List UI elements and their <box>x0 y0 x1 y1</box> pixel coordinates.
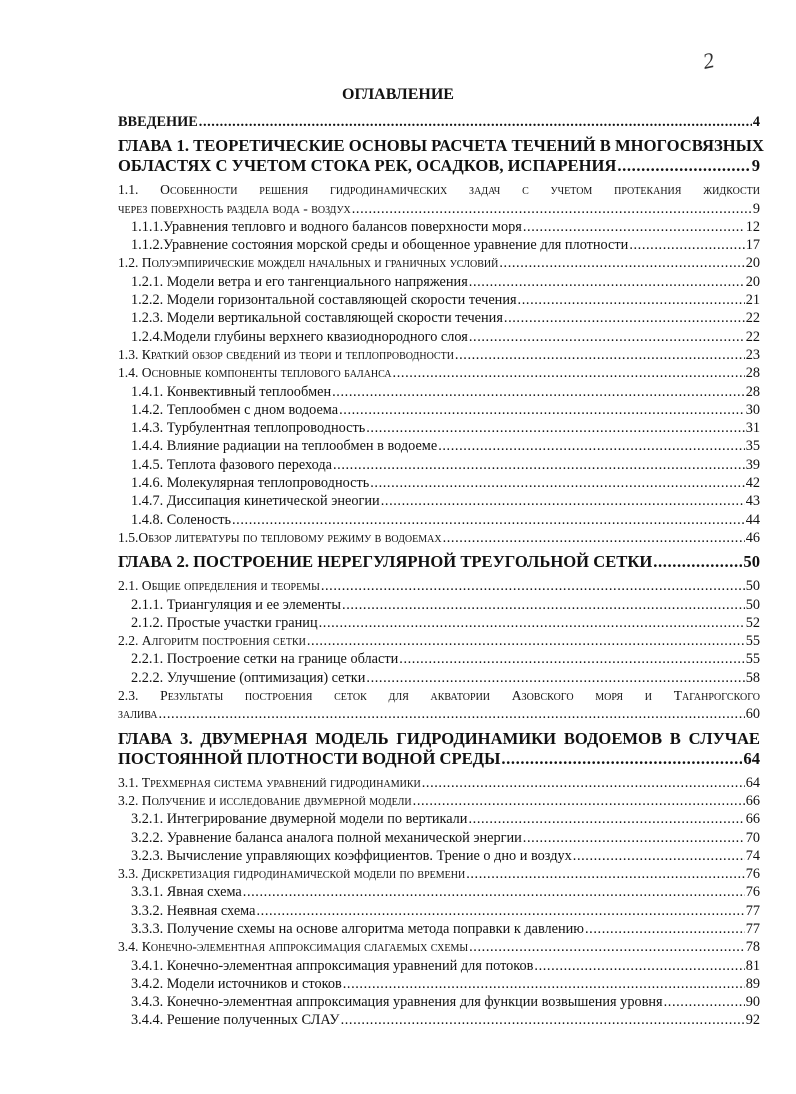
dot-leader <box>518 291 745 309</box>
toc-entry-sub <box>118 492 760 510</box>
toc-entry-sub <box>118 273 760 291</box>
toc-row <box>118 113 760 131</box>
toc-page-number: 50 <box>745 578 760 595</box>
dot-leader <box>366 669 744 687</box>
toc-row <box>131 829 760 847</box>
toc-row <box>131 847 760 865</box>
dot-leader <box>199 113 752 131</box>
toc-row <box>131 401 760 419</box>
toc-entry-sub <box>118 650 760 668</box>
toc-entry-sub <box>118 810 760 828</box>
toc-page-number: 50 <box>745 596 760 613</box>
dot-leader <box>468 810 744 828</box>
toc-page-number: 66 <box>745 811 760 828</box>
toc-row <box>131 456 760 474</box>
toc-row <box>131 993 760 1011</box>
dot-leader <box>256 902 744 920</box>
toc-entry-title: 1.1.1.Уравнения тепловго и водного балансов поверхности моря <box>131 218 522 235</box>
dot-leader <box>504 309 745 327</box>
toc-row <box>131 669 760 687</box>
toc-entry-chap <box>118 552 760 572</box>
toc-entry-title-line: 1.1. Особенности решения гидродинамических задач с учетом протекания жидкости <box>118 182 760 198</box>
toc-entry-sub <box>118 328 760 346</box>
toc-entry-title: 3.2.3. Вычисление управляющих коэффициентов. Трение о дно и воздух <box>131 847 572 864</box>
toc-entry-title: 3.3.1. Явная схема <box>131 884 242 901</box>
toc-page-number: 76 <box>745 866 760 883</box>
toc-entry-title: 2.1.1. Триангуляция и ее элементы <box>131 596 342 613</box>
toc-row <box>131 511 760 529</box>
toc-heading: ОГЛАВЛЕНИЕ <box>342 86 454 103</box>
toc-page-number: 39 <box>745 456 760 473</box>
toc-row <box>131 273 760 291</box>
toc-entry-intro <box>118 113 760 131</box>
toc-entry-title: 1.4.3. Турбулентная теплопроводность <box>131 420 366 437</box>
toc-entry-title-line: 2.3. Результаты построения сеток для акватории Азовского моря и Таганрогского <box>118 688 760 704</box>
toc-page-number: 60 <box>745 706 760 723</box>
toc-entry-title: 3.4.4. Решение полученных СЛАУ <box>131 1012 340 1029</box>
toc-entry-sub <box>118 383 760 401</box>
dot-leader <box>393 364 745 382</box>
toc-entry-title-line: ГЛАВА 1. ТЕОРЕТИЧЕСКИЕ ОСНОВЫ РАСЧЕТА ТЕЧЕНИЙ В МНОГОСВЯЗНЫХ <box>118 136 764 156</box>
dot-leader <box>319 614 745 632</box>
dot-leader <box>469 938 745 956</box>
toc-row <box>118 705 760 723</box>
handwritten-page-mark: 2 <box>700 47 717 74</box>
dot-leader <box>343 975 745 993</box>
toc-row <box>118 346 760 364</box>
dot-leader <box>399 650 744 668</box>
toc-row <box>118 938 760 956</box>
toc-entry-title: 1.2.1. Модели ветра и его тангенциального напряжения <box>131 273 468 290</box>
dot-leader <box>629 236 744 254</box>
toc-row <box>118 632 760 650</box>
toc-entry-title: ВВЕДЕНИЕ <box>118 114 198 130</box>
dot-leader <box>307 632 745 650</box>
toc-entry-title: 3.2. Получение и исследование двумерной модели <box>118 792 412 808</box>
toc-page-number: 55 <box>745 633 760 650</box>
toc-page-number: 74 <box>745 847 760 864</box>
toc-entry-title: 1.1.2.Уравнение состояния морской среды и обощенное уравнение для плотности <box>131 237 629 254</box>
toc-row <box>118 749 760 769</box>
dot-leader <box>366 419 744 437</box>
dot-leader <box>664 993 745 1011</box>
toc-entry-sub <box>118 847 760 865</box>
toc-entry-title: 2.2. Алгоритм построения сетки <box>118 633 306 649</box>
toc-page-number: 52 <box>745 614 760 631</box>
toc-entry-sec <box>118 364 760 382</box>
toc-entry-title: ОБЛАСТЯХ С УЧЕТОМ СТОКА РЕК, ОСАДКОВ, ИСПАРЕНИЯ <box>118 156 617 176</box>
dot-leader <box>443 529 745 547</box>
toc-entry-title: 3.4.1. Конечно-элементная аппроксимация уравнений для потоков <box>131 957 534 974</box>
toc-entry-title: 1.4.1. Конвективный теплообмен <box>131 383 332 400</box>
toc-page-number: 28 <box>745 383 760 400</box>
toc-entry-sub <box>118 456 760 474</box>
toc-entry-sub <box>118 218 760 236</box>
dot-leader <box>523 829 745 847</box>
toc-entry-title: 1.2.4.Модели глубины верхнего квазиоднородного слоя <box>131 328 468 345</box>
toc-row <box>131 218 760 236</box>
toc-entry-sub <box>118 993 760 1011</box>
toc-entry-sub <box>118 975 760 993</box>
toc-page-number: 9 <box>751 156 760 176</box>
toc-page-number: 46 <box>745 529 760 546</box>
toc-entry-title: 1.3. Краткий обзор сведений из теори и теплопроводности <box>118 346 454 362</box>
dot-leader <box>653 552 742 572</box>
toc-page-number: 77 <box>745 920 760 937</box>
toc-row <box>131 291 760 309</box>
toc-row <box>131 883 760 901</box>
toc-row <box>131 810 760 828</box>
dot-leader <box>352 200 752 218</box>
toc-entry-sec <box>118 254 760 272</box>
toc-entry-title: 1.5.Обзор литературы по тепловому режиму в водоемах <box>118 529 442 545</box>
toc-page-number: 4 <box>752 114 760 130</box>
toc-row <box>118 552 760 572</box>
toc-row <box>131 975 760 993</box>
toc-entry-chap <box>118 136 764 176</box>
toc-row <box>131 236 760 254</box>
toc-page-number: 21 <box>745 292 760 309</box>
dot-leader <box>422 774 745 792</box>
toc-page-number: 44 <box>745 511 760 528</box>
toc-row <box>118 529 760 547</box>
toc-page-number: 64 <box>743 748 760 768</box>
toc-entry-title: 2.2.2. Улучшение (оптимизация) сетки <box>131 669 366 686</box>
toc-entry-title: 3.3. Дискретизация гидродинамической модели по времени <box>118 866 466 882</box>
dot-leader <box>333 456 745 474</box>
toc-entry-sub <box>118 291 760 309</box>
toc-entry-chap <box>118 729 760 769</box>
toc-page-number: 31 <box>745 420 760 437</box>
toc-entry-sub <box>118 883 760 901</box>
toc-row <box>118 254 760 272</box>
toc-row <box>131 437 760 455</box>
toc-entry-sec <box>118 687 760 724</box>
toc-entry-title: 3.4.3. Конечно-элементная аппроксимация уравнения для функции возвышения уровня <box>131 994 663 1011</box>
toc-page-number: 30 <box>745 401 760 418</box>
dot-leader <box>617 156 750 176</box>
toc-row <box>131 920 760 938</box>
toc-row <box>131 328 760 346</box>
dot-leader <box>499 254 744 272</box>
toc-entry-sub <box>118 669 760 687</box>
toc-page-number: 90 <box>745 994 760 1011</box>
dot-leader <box>321 577 745 595</box>
toc-page-number: 28 <box>745 365 760 382</box>
dot-leader <box>370 474 744 492</box>
toc-entry-sec <box>118 774 760 792</box>
toc-page-number: 35 <box>745 438 760 455</box>
toc-entry-title: 3.2.1. Интегрирование двумерной модели по вертикали <box>131 811 468 828</box>
dot-leader <box>573 847 745 865</box>
toc-page-number: 64 <box>745 774 760 791</box>
toc-page-number: 76 <box>745 884 760 901</box>
dot-leader <box>466 865 745 883</box>
toc-entry-title: 2.2.1. Построение сетки на границе области <box>131 651 399 668</box>
toc-entry-sec <box>118 529 760 547</box>
toc-entry-title: 3.3.2. Неявная схема <box>131 902 256 919</box>
toc-entry-sec <box>118 346 760 364</box>
toc-page-number: 77 <box>745 902 760 919</box>
toc-entry-sec <box>118 632 760 650</box>
toc-entry-sub <box>118 474 760 492</box>
toc-page-number: 17 <box>745 237 760 254</box>
toc-row <box>131 650 760 668</box>
toc-entry-sub <box>118 829 760 847</box>
dot-leader <box>523 218 745 236</box>
toc-entry-sub <box>118 614 760 632</box>
toc-entry-sec <box>118 577 760 595</box>
toc-entry-sec <box>118 792 760 810</box>
toc-row <box>131 1011 760 1029</box>
toc-entry-sub <box>118 957 760 975</box>
toc-page-number: 70 <box>745 829 760 846</box>
dot-leader <box>341 1011 745 1029</box>
toc-entry-title: ПОСТОЯННОЙ ПЛОТНОСТИ ВОДНОЙ СРЕДЫ <box>118 748 501 768</box>
toc-row <box>131 492 760 510</box>
toc-entry-sub <box>118 437 760 455</box>
toc-page-number: 22 <box>745 310 760 327</box>
toc-page-number: 78 <box>745 939 760 956</box>
toc-row <box>118 865 760 883</box>
dot-leader <box>413 792 745 810</box>
toc-entry-title: 1.2. Полуэмпирические можделi начальных и граничных условий <box>118 255 499 271</box>
toc-page-number: 20 <box>745 273 760 290</box>
toc-row <box>118 200 760 218</box>
toc-entry-title-line: ГЛАВА 3. ДВУМЕРНАЯ МОДЕЛЬ ГИДРОДИНАМИКИ ВОДОЕМОВ В СЛУЧАЕ <box>118 728 760 748</box>
toc-entry-title: 1.4.7. Диссипация кинетической энеогии <box>131 493 380 510</box>
toc-entry-title: 3.4. Конечно-элементная аппроксимация слагаемых схемы <box>118 939 469 955</box>
toc-entry-title: залива <box>118 706 158 722</box>
toc-page-number: 66 <box>745 792 760 809</box>
toc-page-number: 92 <box>745 1012 760 1029</box>
dot-leader <box>455 346 745 364</box>
toc-entry-title: ГЛАВА 2. ПОСТРОЕНИЕ НЕРЕГУЛЯРНОЙ ТРЕУГОЛЬНОЙ СЕТКИ <box>118 552 653 572</box>
toc-entry-title: 2.1.2. Простые участки границ <box>131 614 318 631</box>
toc-entry-title: 3.1. Трехмерная система уравнений гидродинамики <box>118 774 421 790</box>
toc-page-number: 55 <box>745 651 760 668</box>
toc-row <box>118 156 760 176</box>
toc-page-number: 43 <box>745 493 760 510</box>
toc-entry-sec <box>118 865 760 883</box>
dot-leader <box>469 273 745 291</box>
toc-entry-sub <box>118 401 760 419</box>
toc-row <box>118 364 760 382</box>
toc-entry-title: 2.1. Общие определения и теоремы <box>118 578 320 594</box>
toc-entry-title: 1.2.2. Модели горизонтальной составляющей скорости течения <box>131 292 517 309</box>
toc-entry-title: через поверхность раздела вода - воздух <box>118 200 351 216</box>
toc-row <box>118 577 760 595</box>
dot-leader <box>342 596 745 614</box>
toc-page-number: 81 <box>745 957 760 974</box>
toc-row <box>131 309 760 327</box>
dot-leader <box>534 957 744 975</box>
toc-entry-sub <box>118 596 760 614</box>
toc-page-number: 12 <box>745 218 760 235</box>
toc-entry-title: 3.2.2. Уравнение баланса аналога полной механической энергии <box>131 829 522 846</box>
toc-page-number: 23 <box>745 346 760 363</box>
toc-entry-title: 1.4.5. Теплота фазового перехода <box>131 456 332 473</box>
toc-entry-sub <box>118 236 760 254</box>
toc-row <box>131 419 760 437</box>
toc-entry-title: 1.4.6. Молекулярная теплопроводность <box>131 475 370 492</box>
dot-leader <box>585 920 745 938</box>
toc-entry-sub <box>118 1011 760 1029</box>
toc-page-number: 58 <box>745 669 760 686</box>
toc-row <box>131 383 760 401</box>
toc-page-number: 89 <box>745 975 760 992</box>
toc-entry-title: 3.4.2. Модели источников и стоков <box>131 975 342 992</box>
toc-row <box>131 902 760 920</box>
toc-entry-title: 1.4.8. Соленость <box>131 511 231 528</box>
toc-entry-sub <box>118 920 760 938</box>
dot-leader <box>469 328 745 346</box>
toc-entry-sec <box>118 181 760 218</box>
toc-row <box>131 957 760 975</box>
toc-entry-sub <box>118 419 760 437</box>
toc-entry-title: 1.4.4. Влияние радиации на теплообмен в водоеме <box>131 438 438 455</box>
toc-entry-title: 1.4. Основные компоненты теплового баланса <box>118 365 392 381</box>
dot-leader <box>339 401 745 419</box>
toc-entry-sec <box>118 938 760 956</box>
dot-leader <box>332 383 745 401</box>
toc-page-number: 9 <box>752 200 760 217</box>
toc-row <box>131 474 760 492</box>
toc-page-number: 20 <box>745 255 760 272</box>
toc-entry-sub <box>118 902 760 920</box>
dot-leader <box>501 749 742 769</box>
toc-entry-title: 3.3.3. Получение схемы на основе алгоритма метода поправки к давлению <box>131 920 584 937</box>
toc-row <box>118 774 760 792</box>
dot-leader <box>381 492 745 510</box>
toc-page-number: 50 <box>743 552 760 572</box>
toc-row <box>118 792 760 810</box>
dot-leader <box>438 437 745 455</box>
dot-leader <box>243 883 745 901</box>
toc-row <box>131 614 760 632</box>
toc-entry-title: 1.4.2. Теплообмен с дном водоема <box>131 401 339 418</box>
toc-entry-sub <box>118 309 760 327</box>
table-of-contents <box>118 113 764 1030</box>
toc-entry-sub <box>118 511 760 529</box>
toc-page-number: 42 <box>745 475 760 492</box>
toc-entry-title: 1.2.3. Модели вертикальной составляющей скорости течения <box>131 310 503 327</box>
dot-leader <box>232 511 745 529</box>
toc-row <box>131 596 760 614</box>
dot-leader <box>159 705 745 723</box>
toc-page-number: 22 <box>745 328 760 345</box>
